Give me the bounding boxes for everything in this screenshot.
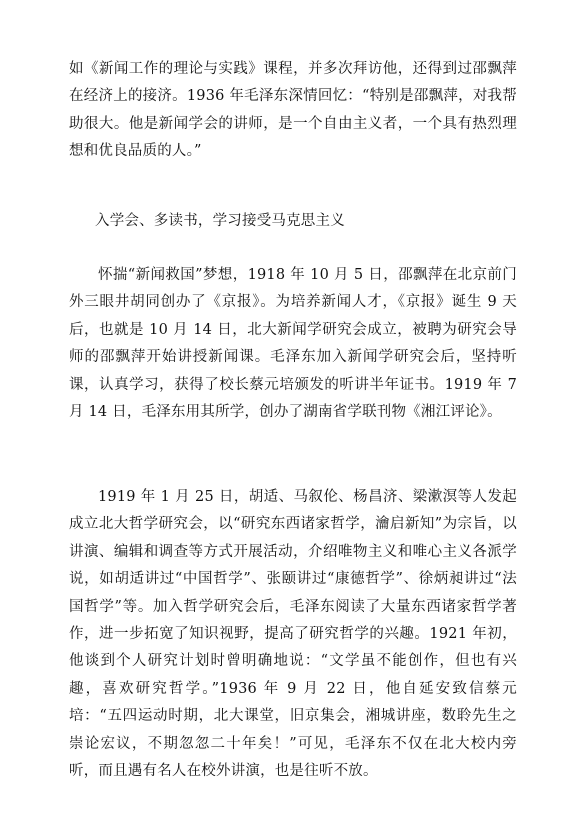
- paragraph-news-society: 怀揣“新闻救国”梦想，1918 年 10 月 5 日，邵飘萍在北京前门外三眼井胡同创办了《京报》。为培养新闻人才，《京报》诞生 9 天后，也就是 10 月 14 日，北大新闻学研究会成立，被聘为研究会导师的邵飘萍开始讲授新闻课。毛泽东加入新闻学研究会后，坚持听课，认真学习，获得了校长蔡元培颁发的听讲半年证书。1919 年 7 月 14 日，毛泽东用其所学，创办了湖南省学联刊物《湘江评论》。: [69, 267, 517, 421]
- section-heading: 入学会、多读书，学习接受马克思主义: [95, 213, 345, 229]
- paragraph-philosophy-society: 1919 年 1 月 25 日，胡适、马叙伦、杨昌济、梁漱溟等人发起成立北大哲学研究会，以“研究东西诸家哲学，瀹启新知”为宗旨，以讲演、编辑和调查等方式开展活动，介绍唯物主义和唯心主义各派学说，如胡适讲过“中国哲学”、张颐讲过“康德哲学”、徐炳昶讲过“法国哲学”等。加入哲学研究会后，毛泽东阅读了大量东西诸家哲学著作，进一步拓宽了知识视野，提高了研究哲学的兴趣。1921 年初，他谈到个人研究计划时曾明确地说：“文学虽不能创作，但也有兴趣，喜欢研究哲学。”1936 年 9 月 22 日，他自延安致信蔡元培：“五四运动时期，北大课堂，旧京集会，湘城讲座，数聆先生之崇论宏议，不期忽忽二十年矣！”可见，毛泽东不仅在北大校内旁听，而且遇有名人在校外讲演，也是往听不放。: [69, 489, 517, 780]
- paragraph-continuation: 如《新闻工作的理论与实践》课程，并多次拜访他，还得到过邵飘萍在经济上的接济。1936 年毛泽东深情回忆：“特别是邵飘萍，对我帮助很大。他是新闻学会的讲师，是一个自由主义者，一个具有热烈理想和优良品质的人。”: [69, 61, 517, 160]
